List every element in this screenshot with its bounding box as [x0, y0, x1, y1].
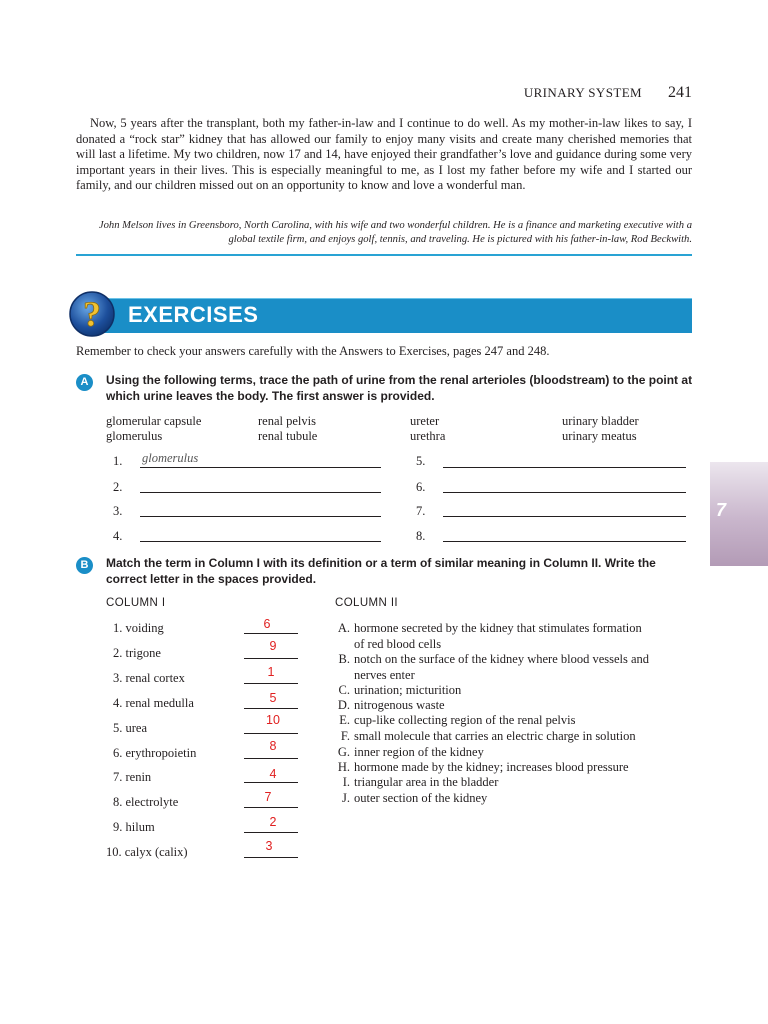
- definition-letter: C.: [338, 683, 350, 697]
- match-answer-line[interactable]: [244, 832, 298, 833]
- definition-text: hormone secreted by the kidney that stimulates formation: [354, 621, 642, 635]
- handwritten-answer: 10: [266, 713, 280, 727]
- definition-text: notch on the surface of the kidney where blood vessels and: [354, 652, 650, 666]
- column-i-item: [113, 721, 147, 736]
- section-b-badge: B: [76, 557, 93, 574]
- blank-number: 3.: [113, 504, 123, 518]
- definition-b: [333, 652, 693, 683]
- handwritten-answer: 7: [264, 790, 272, 804]
- column-i-item: [113, 820, 155, 835]
- exercises-intro: Remember to check your answers carefully with the Answers to Exercises, pages 247 and 248.: [76, 344, 550, 358]
- definition-a: [333, 621, 693, 652]
- section-divider: [76, 254, 692, 256]
- blank-number: 6.: [416, 480, 426, 494]
- term-urethra: urethra: [410, 429, 446, 443]
- definition-text: urination; micturition: [354, 683, 462, 697]
- answer-line[interactable]: [443, 541, 686, 542]
- definition-letter: E.: [339, 713, 350, 727]
- definition-text-cont: of red blood cells: [354, 636, 442, 651]
- definition-d: [333, 698, 693, 714]
- column-i-item: [113, 646, 161, 661]
- handwritten-answer: 3: [265, 839, 273, 853]
- section-a-badge: A: [76, 374, 93, 391]
- question-mark-icon: [68, 290, 116, 338]
- column-i-item: [113, 621, 164, 636]
- section-b-instructions: Match the term in Column I with its definition or a term of similar meaning in Column II. Write the correct letter in the spaces provided.: [106, 556, 656, 586]
- term-glomerulus: glomerulus: [106, 429, 163, 443]
- definition-g: [333, 745, 693, 761]
- handwritten-answer: 6: [263, 617, 271, 631]
- match-answer-line[interactable]: [244, 633, 298, 634]
- answer-line[interactable]: [140, 467, 381, 468]
- item-term: voiding: [125, 621, 164, 635]
- blank-answer: glomerulus: [142, 451, 199, 465]
- term-urinary-meatus: urinary meatus: [562, 429, 637, 443]
- handwritten-answer: 1: [267, 665, 275, 679]
- term-ureter: ureter: [410, 414, 440, 428]
- definition-text: inner region of the kidney: [354, 745, 484, 759]
- term-glomerular-capsule: glomerular capsule: [106, 414, 202, 428]
- answer-line[interactable]: [443, 492, 686, 493]
- column-i-item: [113, 671, 185, 686]
- definition-letter: B.: [338, 652, 350, 666]
- definition-h: [333, 760, 693, 776]
- answer-line[interactable]: [443, 467, 686, 468]
- item-number: 10.: [106, 845, 122, 859]
- blank-number: 5.: [416, 454, 426, 468]
- column-i-item: [113, 770, 151, 785]
- item-number: 8.: [113, 795, 123, 809]
- match-answer-line[interactable]: [244, 708, 298, 709]
- definition-e: [333, 713, 693, 729]
- blank-number: 2.: [113, 480, 123, 494]
- item-term: electrolyte: [125, 795, 179, 809]
- column-i-item: [113, 746, 196, 761]
- chapter-title: URINARY SYSTEM: [523, 85, 642, 100]
- column-i-item: [113, 795, 178, 810]
- match-answer-line[interactable]: [244, 807, 298, 808]
- item-number: 4.: [113, 696, 123, 710]
- column-ii-heading: COLUMN II: [335, 597, 399, 609]
- item-number: 2.: [113, 646, 123, 660]
- item-number: 6.: [113, 746, 123, 760]
- item-term: calyx (calix): [124, 845, 188, 859]
- item-term: trigone: [125, 646, 161, 660]
- definition-letter: J.: [342, 791, 350, 805]
- definition-letter: G.: [337, 745, 350, 759]
- handwritten-answer: 9: [269, 639, 277, 653]
- item-term: renal cortex: [125, 671, 185, 685]
- match-answer-line[interactable]: [244, 782, 298, 783]
- match-answer-line[interactable]: [244, 658, 298, 659]
- definition-letter: D.: [337, 698, 350, 712]
- definition-j: [333, 791, 693, 807]
- page-number: 241: [668, 84, 692, 101]
- definition-text: cup-like collecting region of the renal pelvis: [354, 713, 576, 727]
- match-answer-line[interactable]: [244, 683, 298, 684]
- answer-line[interactable]: [140, 516, 381, 517]
- exercises-title: EXERCISES: [128, 302, 259, 327]
- term-urinary-bladder: urinary bladder: [562, 414, 639, 428]
- author-bio: John Melson lives in Greensboro, North Carolina, with his wife and two wonderful children. He is a finance and marketing executive with a global textile firm, and enjoys golf, tennis, and traveling. He is pictured with his father-in-law, Rod Beckwith.: [98, 220, 692, 245]
- definition-letter: A.: [337, 621, 350, 635]
- item-number: 7.: [113, 770, 123, 784]
- definition-text: outer section of the kidney: [354, 791, 488, 805]
- item-number: 9.: [113, 820, 123, 834]
- item-number: 5.: [113, 721, 123, 735]
- term-renal-tubule: renal tubule: [258, 429, 318, 443]
- svg-text:?: ?: [83, 294, 101, 334]
- item-term: renal medulla: [125, 696, 194, 710]
- column-i-heading: COLUMN I: [106, 597, 166, 609]
- handwritten-answer: 5: [269, 691, 277, 705]
- exercises-banner: [104, 298, 692, 333]
- chapter-tab: [710, 462, 768, 566]
- match-answer-line[interactable]: [244, 733, 298, 734]
- definition-text: hormone made by the kidney; increases blood pressure: [354, 760, 629, 774]
- item-term: urea: [125, 721, 148, 735]
- answer-line[interactable]: [140, 492, 381, 493]
- column-i-item: [106, 845, 188, 860]
- definition-text: small molecule that carries an electric charge in solution: [354, 729, 636, 743]
- definition-text-cont: nerves enter: [354, 667, 415, 682]
- answer-line[interactable]: [140, 541, 381, 542]
- blank-number: 1.: [113, 454, 123, 468]
- match-answer-line[interactable]: [244, 758, 298, 759]
- handwritten-answer: 8: [269, 739, 277, 753]
- item-term: renin: [125, 770, 152, 784]
- story-paragraph: Now, 5 years after the transplant, both my father-in-law and I continue to do well. As my mother-in-law likes to say, I donated a “rock star” kidney that has allowed our family to enjoy many visits and create many cherished memories that will last a lifetime. My two children, now 17 and 14, have enjoyed their grandfather’s love and guidance during some very important years in their lives. This is especially meaningful to me, as I lost my father before my wife and I started our family, and our children missed out on an opportunity to know and love a wonderful man.: [76, 116, 692, 193]
- blank-number: 4.: [113, 529, 123, 543]
- item-number: 1.: [113, 621, 123, 635]
- column-i-item: [113, 696, 194, 711]
- definition-f: [333, 729, 693, 745]
- answer-line[interactable]: [443, 516, 686, 517]
- blank-number: 7.: [416, 504, 426, 518]
- definition-c: [333, 683, 693, 699]
- section-a-instructions: Using the following terms, trace the path of urine from the renal arterioles (bloodstream) to the point at which urine leaves the body. The first answer is provided.: [106, 373, 693, 403]
- handwritten-answer: 4: [269, 767, 277, 781]
- match-answer-line[interactable]: [244, 857, 298, 858]
- definition-letter: I.: [342, 775, 350, 789]
- running-head: [0, 84, 692, 102]
- item-term: erythropoietin: [125, 746, 197, 760]
- item-term: hilum: [125, 820, 155, 834]
- handwritten-answer: 2: [269, 815, 277, 829]
- chapter-tab-number: 7: [716, 500, 727, 520]
- term-renal-pelvis: renal pelvis: [258, 414, 316, 428]
- definition-i: [333, 775, 693, 791]
- item-number: 3.: [113, 671, 123, 685]
- definition-text: triangular area in the bladder: [354, 775, 499, 789]
- definition-text: nitrogenous waste: [354, 698, 445, 712]
- definition-letter: F.: [340, 729, 350, 743]
- definition-letter: H.: [337, 760, 350, 774]
- blank-number: 8.: [416, 529, 426, 543]
